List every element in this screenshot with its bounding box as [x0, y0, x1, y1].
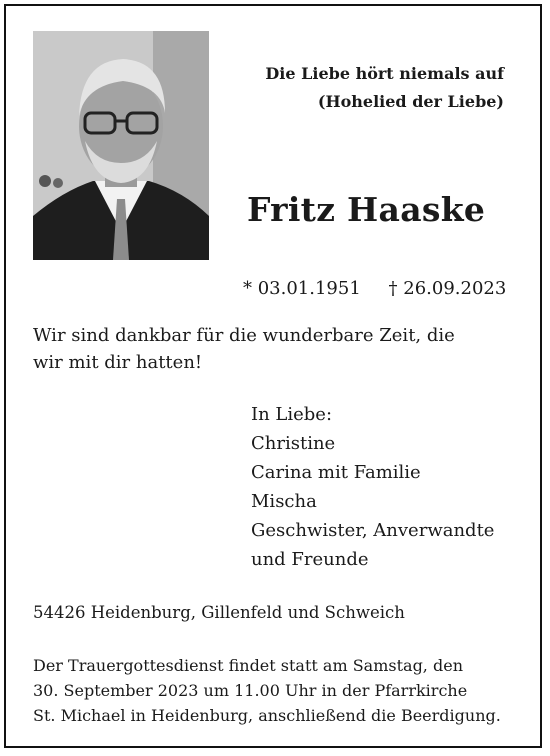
birth-date: * 03.01.1951 — [243, 278, 361, 299]
death-date: † 26.09.2023 — [388, 278, 507, 299]
quote-line: Die Liebe hört niemals auf — [265, 64, 504, 83]
deceased-name: Fritz Haaske — [247, 190, 486, 229]
thanks-text — [33, 322, 503, 376]
service-line: 30. September 2023 um 11.00 Uhr in der Pfarrkirche — [33, 681, 468, 700]
place-line: 54426 Heidenburg, Gillenfeld und Schweich — [33, 603, 405, 622]
mourner: und Freunde — [251, 549, 369, 570]
mourners-list — [251, 400, 494, 574]
quote-source: (Hohelied der Liebe) — [317, 92, 504, 111]
mourner: Carina mit Familie — [251, 462, 421, 483]
mourner: Geschwister, Anverwandte — [251, 520, 495, 541]
mourners-intro: In Liebe: — [251, 404, 333, 425]
mourner: Mischa — [251, 491, 317, 512]
life-dates — [243, 278, 506, 299]
funeral-service-info — [33, 653, 501, 728]
mourner: Christine — [251, 433, 336, 454]
service-line: Der Trauergottesdienst findet statt am Samstag, den — [33, 656, 463, 675]
bible-quote — [224, 60, 504, 116]
thanks-line: Wir sind dankbar für die wunderbare Zeit, die — [33, 325, 455, 346]
portrait-photo — [33, 31, 209, 260]
service-line: St. Michael in Heidenburg, anschließend die Beerdigung. — [33, 706, 501, 725]
thanks-line: wir mit dir hatten! — [33, 352, 203, 373]
